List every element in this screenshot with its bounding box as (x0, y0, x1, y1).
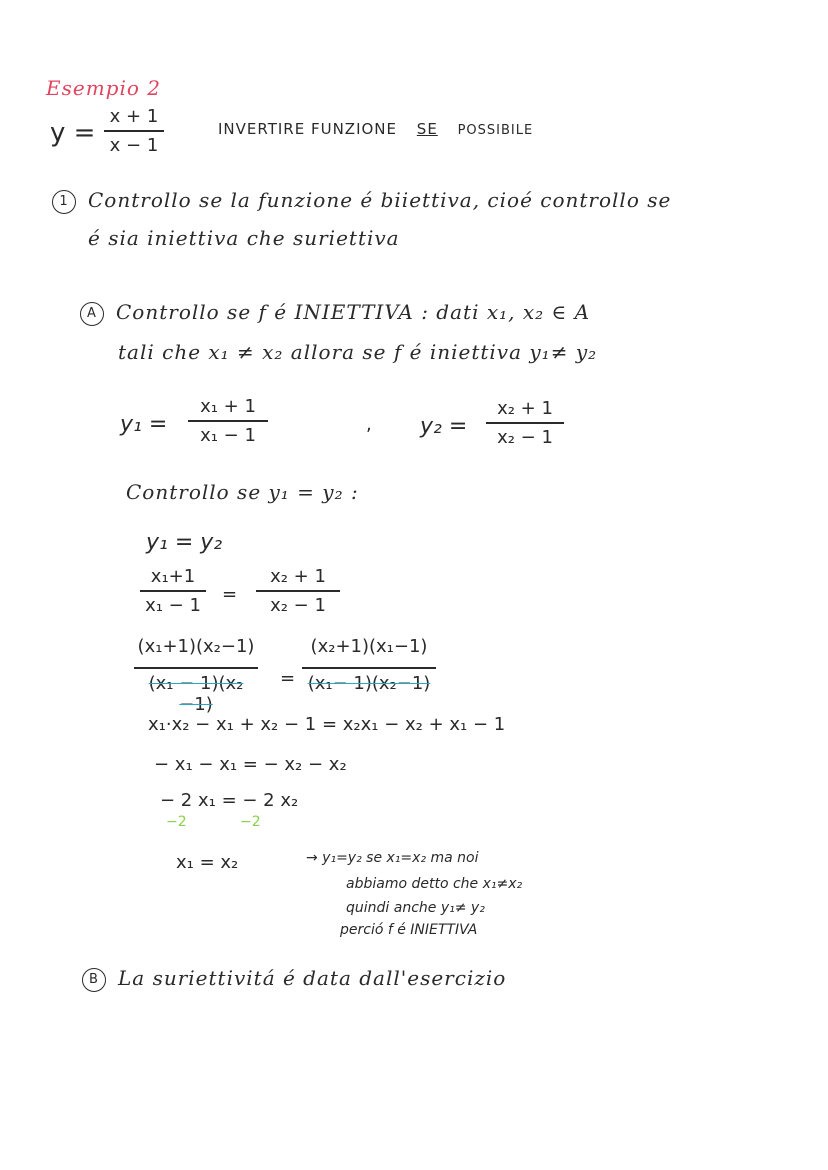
partA-marker: A (80, 302, 104, 326)
partB-text: La suriettivitá é data dall'esercizio (118, 966, 507, 990)
eq2-right-num: x₂ + 1 (270, 566, 326, 587)
partA-line1 (80, 300, 590, 326)
step1-text: Controllo se la funzione é biiettiva, cioé controllo se (88, 188, 672, 212)
y1-denominator: x₁ − 1 (200, 425, 256, 446)
eq2-left-den: x₁ − 1 (145, 595, 201, 616)
note3: quindi anche y₁≠ y₂ (346, 900, 485, 916)
eq6-cancel: −2 −2 (166, 814, 261, 830)
eq4: x₁·x₂ − x₁ + x₂ − 1 = x₂x₁ − x₂ + x₁ − 1 (148, 714, 506, 735)
function-denominator: x − 1 (109, 135, 159, 156)
eq2-right-den: x₂ − 1 (270, 595, 326, 616)
function-fraction (104, 106, 164, 156)
function-lhs: y = (50, 118, 96, 148)
function-numerator: x + 1 (109, 106, 159, 127)
instruction-end: POSSIBILE (457, 123, 534, 138)
eq2-equals: = (222, 584, 238, 605)
eq3-left-num: (x₁+1)(x₂−1) (137, 636, 255, 657)
eq5: − x₁ − x₁ = − x₂ − x₂ (154, 754, 347, 775)
eq3-equals: = (280, 668, 296, 689)
eq2-left (140, 566, 206, 616)
eq1: y₁ = y₂ (146, 530, 223, 555)
note2: abbiamo detto che x₁≠x₂ (346, 876, 523, 892)
instruction-main: INVERTIRE FUNZIONE (218, 120, 398, 138)
note4: perció f é INIETTIVA (340, 922, 478, 938)
check-line: Controllo se y₁ = y₂ : (126, 480, 359, 504)
example-title: Esempio 2 (46, 76, 161, 100)
eq2-right (256, 566, 340, 616)
y1-numerator: x₁ + 1 (200, 396, 256, 417)
step1-marker: 1 (52, 190, 76, 214)
note1: → y₁=y₂ se x₁=x₂ ma noi (306, 850, 479, 866)
y2-lhs: y₂ = (420, 414, 468, 439)
comma: , (366, 414, 372, 435)
eq7: x₁ = x₂ (176, 852, 239, 873)
partB-marker: B (82, 968, 106, 992)
partA-text: Controllo se f é INIETTIVA : dati x₁, x₂ ∈ A (116, 300, 591, 324)
eq3-left (134, 636, 258, 715)
step1-line2: é sia iniettiva che suriettiva (88, 226, 400, 250)
y2-denominator: x₂ − 1 (497, 427, 553, 448)
eq3-right (302, 636, 436, 694)
y2-fraction (486, 398, 564, 448)
eq3-right-den: (x₁− 1)(x₂−1) (307, 673, 431, 694)
step1-line1 (52, 188, 671, 214)
partB-line (82, 966, 506, 992)
eq2-left-num: x₁+1 (150, 566, 196, 587)
y1-fraction (188, 396, 268, 446)
eq3-left-den: (x₁ − 1)(x₂ −1) (148, 673, 244, 715)
eq3-right-num: (x₂+1)(x₁−1) (310, 636, 428, 657)
instruction-se: SE (416, 120, 438, 138)
y1-lhs: y₁ = (120, 412, 168, 437)
partA-line2: tali che x₁ ≠ x₂ allora se f é iniettiva y₁≠ y₂ (118, 340, 598, 364)
instruction (218, 120, 533, 138)
eq6: − 2 x₁ = − 2 x₂ (160, 790, 299, 811)
y2-numerator: x₂ + 1 (497, 398, 553, 419)
